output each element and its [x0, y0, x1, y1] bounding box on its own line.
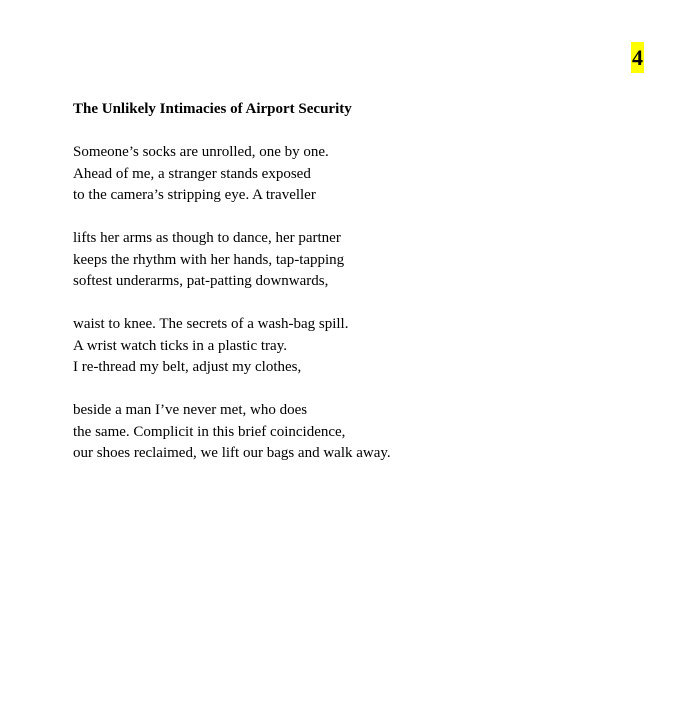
poem-line: softest underarms, pat-patting downwards,	[73, 273, 329, 289]
page-number: 4	[631, 42, 644, 73]
poem-line: waist to knee. The secrets of a wash-bag spill.	[73, 316, 349, 332]
poem-title: The Unlikely Intimacies of Airport Security	[73, 101, 352, 117]
poem-line: to the camera’s stripping eye. A traveller	[73, 187, 316, 203]
stanza-4	[73, 400, 633, 465]
poem-line: Ahead of me, a stranger stands exposed	[73, 165, 311, 182]
poem-line: Someone’s socks are unrolled, one by one.	[73, 144, 329, 160]
stanza-3	[73, 314, 633, 379]
poem-line: beside a man I’ve never met, who does	[73, 402, 308, 418]
stanza-2	[73, 228, 633, 293]
poem-line: our shoes reclaimed, we lift our bags and walk away.	[73, 445, 391, 461]
stanza-1	[73, 142, 633, 207]
poem-line: the same. Complicit in this brief coincidence,	[73, 423, 346, 440]
poem-line: keeps the rhythm with her hands, tap-tapping	[73, 251, 345, 268]
poem-line: lifts her arms as though to dance, her partner	[73, 230, 341, 246]
poem-line: I re-thread my belt, adjust my clothes,	[73, 359, 302, 375]
poem	[73, 99, 633, 486]
poem-line: A wrist watch ticks in a plastic tray.	[73, 337, 287, 354]
